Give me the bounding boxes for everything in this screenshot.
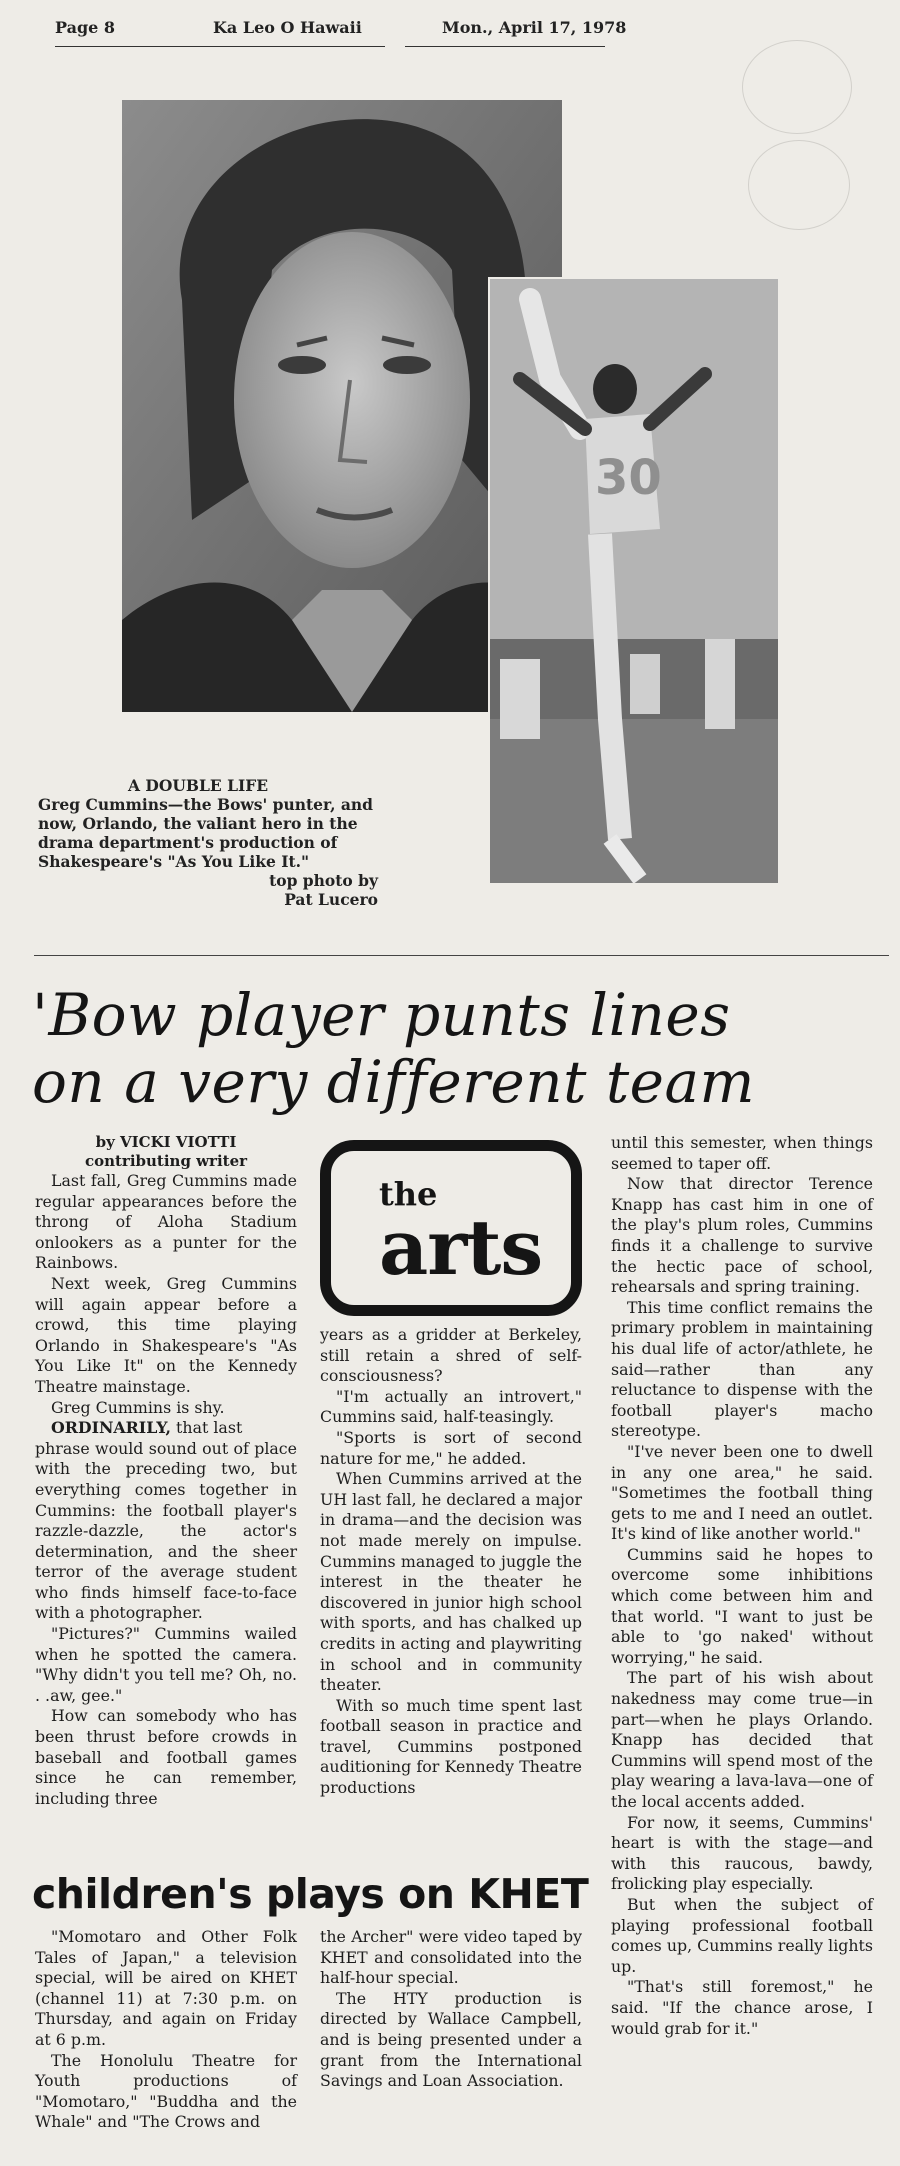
paragraph [35,1418,297,1439]
photo-caption [38,776,378,909]
paragraph: For now, it seems, Cummins' heart is with the stage—and with this raucous, bawdy, frolicking play especially. [611,1812,873,1894]
paragraph: phrase would sound out of place with the preceding two, but everything comes together in Cummins: the football player's razzle-dazzle, the actor's determination, and the sheer terror of the average student who finds himself face-to-face with a photographer. [35,1438,297,1623]
caption-credit-name: Pat Lucero [284,890,378,909]
faint-stamp [742,40,852,134]
paragraph: This time conflict remains the primary problem in maintaining his dual life of actor/athlete, he said—rather than any reluctance to dispense with the football player's macho stereotype. [611,1297,873,1441]
lead-in-rest: that last [171,1418,243,1438]
headline-line-2: on a very different team [32,1048,756,1116]
page-number: Page 8 [55,18,116,37]
paragraph: How can somebody who has been thrust before crowds in baseball and football games since he can remember, including three [35,1706,297,1808]
paragraph: "That's still foremost," he said. "If the chance arose, I would grab for it." [611,1977,873,2038]
paragraph: Now that director Terence Knapp has cast him in one of the play's plum roles, Cummins finds it a challenge to survive the hectic pace of school, rehearsals and spring training. [611,1174,873,1297]
arts-logo-small: the [379,1175,438,1213]
issue-date: Mon., April 17, 1978 [442,18,627,37]
paragraph: Cummins said he hopes to overcome some inhibitions which come between him and that world. "I want to just be able to 'go naked' without worrying," he said. [611,1544,873,1667]
khet-column-1 [35,1927,297,2133]
football-action-photo [488,277,780,885]
article-column-2 [320,1325,582,1799]
paragraph: With so much time spent last football season in practice and travel, Cummins postponed auditioning for Kennedy Theatre productions [320,1695,582,1798]
paragraph: The HTY production is directed by Wallace Campbell, and is being presented under a grant from the International Savings and Loan Association. [320,1988,582,2091]
byline-role: contributing writer [84,1152,248,1170]
paragraph: The part of his wish about nakedness may come true—in part—when he plays Orlando. Knapp has decided that Cummins will spend most of the play wearing a lava-lava—one of the local accents added. [611,1668,873,1811]
section-rule [34,955,889,956]
paragraph: But when the subject of playing professional football comes up, Cummins really lights up. [611,1894,873,1976]
paragraph: "I'm actually an introvert," Cummins said, half-teasingly. [320,1386,582,1427]
paragraph: "Pictures?" Cummins wailed when he spotted the camera. "Why didn't you tell me? Oh, no. . .aw, gee." [35,1624,297,1705]
paragraph: Next week, Greg Cummins will again appear before a crowd, this time playing Orlando in Shakespeare's "As You Like It" on the Kennedy Theatre mainstage. [35,1273,297,1396]
newspaper-name: Ka Leo O Hawaii [213,18,362,37]
paragraph: When Cummins arrived at the UH last fall, he declared a major in drama—and the decision was not made merely on impulse. Cummins managed to juggle the interest in the theater he discovered in junior high school with sports, and has chalked up credits in acting and playwriting in school and in community theater. [320,1469,582,1695]
the-arts-section-logo [320,1140,582,1316]
article-headline [32,982,892,1116]
paragraph: until this semester, when things seemed to taper off. [611,1133,873,1173]
khet-column-2 [320,1927,582,2092]
byline-author: by VICKI VIOTTI [95,1133,237,1151]
subheadline: children's plays on KHET [32,1870,589,1918]
article-column-1 [35,1133,297,1809]
article-column-3 [611,1133,873,2039]
paragraph: "Momotaro and Other Folk Tales of Japan," a television special, will be aired on KHET (channel 11) at 7:30 p.m. on Thursday, and again on Friday at 6 p.m. [35,1927,297,2049]
paragraph: Greg Cummins is shy. [51,1397,225,1417]
paragraph: Last fall, Greg Cummins made regular appearances before the throng of Aloha Stadium onlookers as a punter for the Rainbows. [35,1171,297,1273]
byline [35,1133,297,1171]
header-rule-right [405,46,605,47]
headline-line-1: 'Bow player punts lines [32,981,731,1049]
caption-title: A DOUBLE LIFE [128,776,269,795]
arts-logo-large: arts [379,1203,543,1292]
caption-body: Greg Cummins—the Bows' punter, and now, Orlando, the valiant hero in the drama department's production of Shakespeare's "As You Like It." [38,795,374,871]
jersey-number-text: 30 [595,450,662,506]
paragraph: years as a gridder at Berkeley, still retain a shred of self-consciousness? [320,1325,582,1386]
paragraph: "Sports is sort of second nature for me," he added. [320,1427,582,1468]
lead-in: ORDINARILY, [51,1418,172,1438]
paragraph: the Archer" were video taped by KHET and consolidated into the half-hour special. [320,1927,582,1988]
caption-credit-line: top photo by [269,871,378,890]
header-rule-left [55,46,385,47]
paragraph: "I've never been one to dwell in any one area," he said. "Sometimes the football thing gets to me and I need an outlet. It's kind of like another world." [611,1441,873,1544]
faint-stamp [748,140,850,230]
paragraph: The Honolulu Theatre for Youth productions of "Momotaro," "Buddha and the Whale" and "The Crows and [35,2050,297,2132]
